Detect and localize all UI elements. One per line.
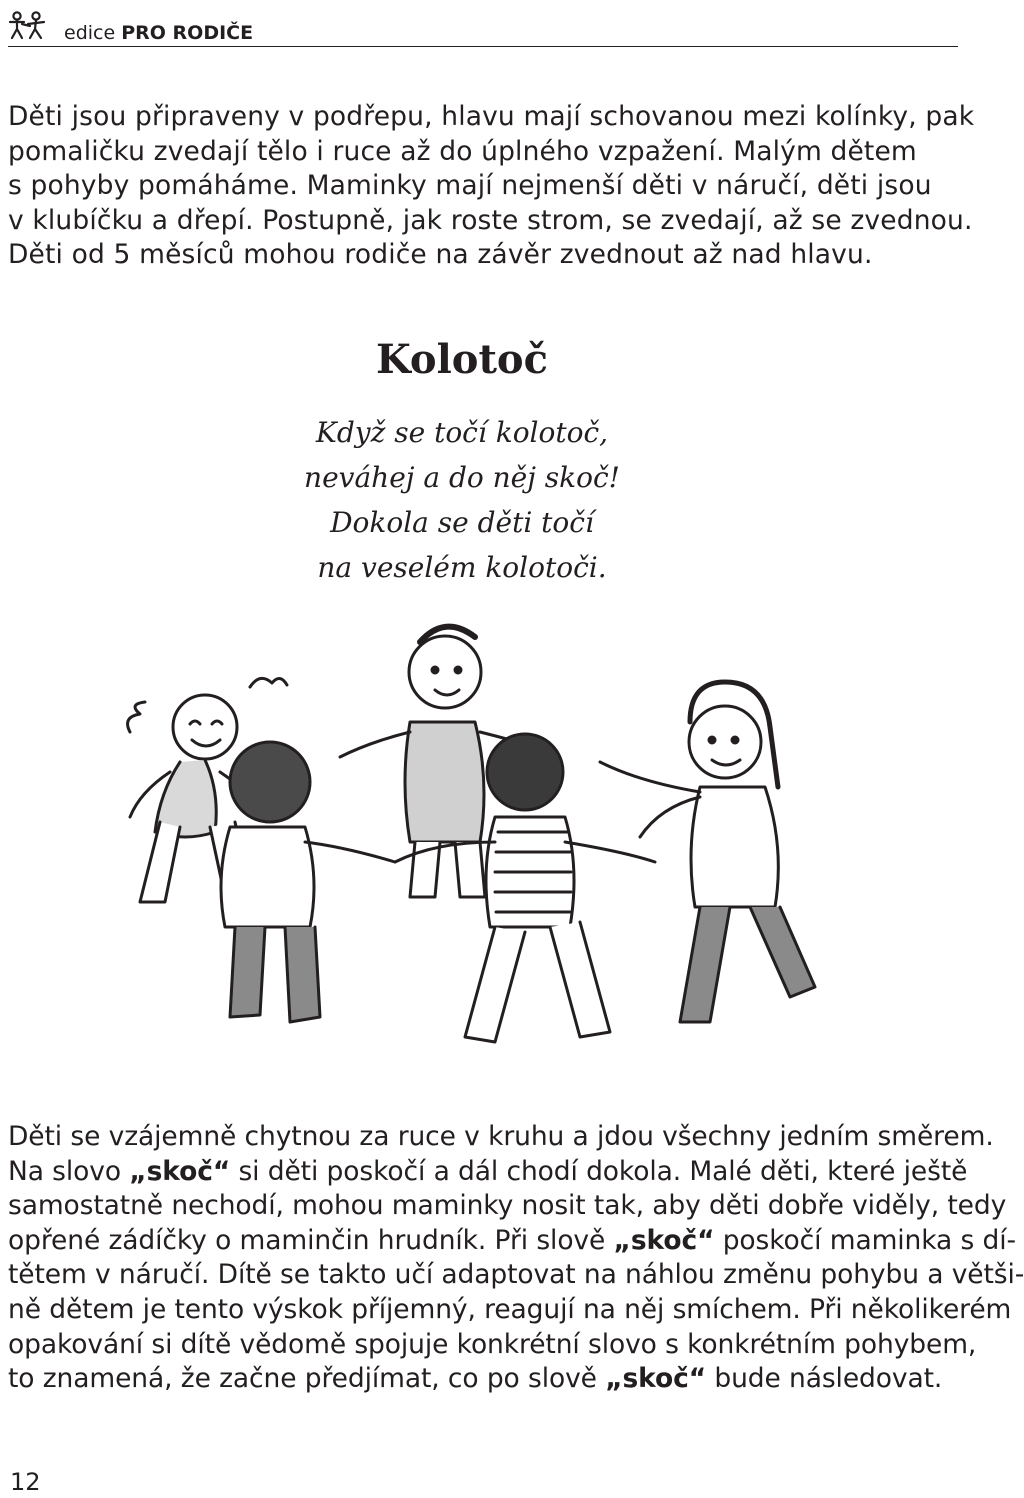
paragraph-line xyxy=(8,1224,1016,1259)
page-header xyxy=(8,8,958,47)
text-fragment: opřené zádíčky o maminčin hrudník. Při slově xyxy=(8,1224,614,1256)
paragraph-line: opakování si dítě vědomě spojuje konkrétní slovo s konkrétním pohybem, xyxy=(8,1328,977,1360)
paragraph-line xyxy=(8,1155,968,1190)
paragraph-line: Děti se vzájemně chytnou za ruce v kruhu a jdou všechny jedním směrem. xyxy=(8,1121,994,1152)
paragraph-line: v klubíčku a dřepí. Postupně, jak roste strom, se zvedají, až se zvednou. xyxy=(8,204,973,236)
child-figure-right xyxy=(600,682,815,1022)
keyword-skoc: „skoč“ xyxy=(605,1363,707,1395)
text-fragment: poskočí maminka s dí- xyxy=(714,1224,1016,1256)
paragraph-line: pomaličku zvedají tělo i ruce až do úplného vzpažení. Malým dětem xyxy=(8,135,917,167)
header-title xyxy=(64,22,253,44)
paragraph-line: tětem v náručí. Dítě se takto učí adaptovat na náhlou změnu pohybu a větši- xyxy=(8,1259,1024,1291)
poem-line: na veselém kolotoči. xyxy=(317,551,607,584)
text-fragment: si děti poskočí a dál chodí dokola. Malé děti, které ještě xyxy=(230,1155,968,1187)
keyword-skoc: „skoč“ xyxy=(129,1155,231,1187)
poem-title: Kolotoč xyxy=(376,336,548,383)
poem-line: Dokola se děti točí xyxy=(330,506,594,539)
paragraph-line: ně dětem je tento výskok příjemný, reagují na něj smíchem. Při několikerém xyxy=(8,1293,1012,1325)
children-dancing-illustration xyxy=(100,612,830,1082)
header-prefix: edice xyxy=(64,22,116,44)
text-fragment: bude následovat. xyxy=(706,1363,943,1395)
instructions-paragraph xyxy=(8,1120,1024,1397)
child-figure-back xyxy=(221,742,395,1022)
poem-verse xyxy=(0,410,924,590)
text-fragment: to znamená, že začne předjímat, co po slově xyxy=(8,1363,606,1395)
paragraph-line: s pohyby pomáháme. Maminky mají nejmenší děti v náručí, děti jsou xyxy=(8,170,932,202)
intro-paragraph xyxy=(8,100,975,273)
paragraph-line xyxy=(8,1362,952,1397)
paragraph-line: Děti od 5 měsíců mohou rodiče na závěr zvednout až nad hlavu. xyxy=(8,239,873,271)
poem-line: Když se točí kolotoč, xyxy=(315,416,609,449)
paragraph-line: samostatně nechodí, mohou maminky nosit tak, aby děti dobře viděly, tedy xyxy=(8,1190,1007,1222)
page-number: 12 xyxy=(10,1468,41,1496)
poem-line: neváhej a do něj skoč! xyxy=(304,461,620,494)
keyword-skoc: „skoč“ xyxy=(613,1224,715,1256)
family-logo-icon xyxy=(8,10,48,40)
paragraph-line: Děti jsou připraveny v podřepu, hlavu mají schovanou mezi kolínky, pak xyxy=(8,101,975,132)
text-fragment: Na slovo xyxy=(8,1155,130,1187)
header-series: PRO RODIČE xyxy=(121,22,254,44)
